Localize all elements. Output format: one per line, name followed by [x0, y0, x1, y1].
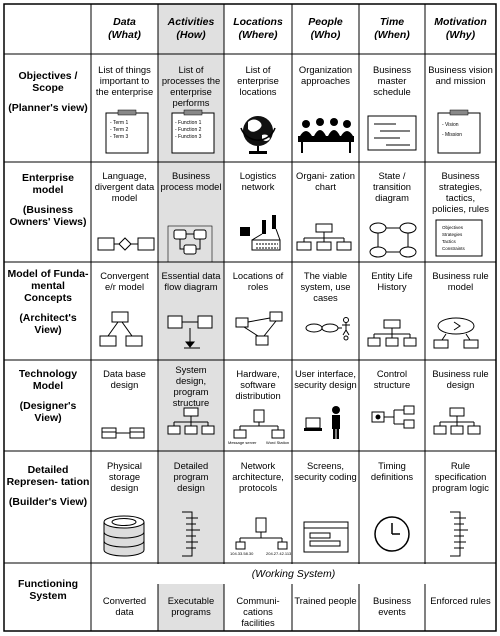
cell-detailed-motivation: Rule specification program logic [432, 460, 489, 493]
cell-detailed-people: Screens, security coding [294, 460, 357, 482]
ip-address-1: 104.33.58.30 [230, 551, 254, 556]
schedule-icon [368, 116, 416, 150]
cell-scope-data: List of things important to the enterprise [95, 64, 154, 97]
cell-technology-motivation: Business rule design [432, 368, 489, 390]
cell-detailed-locations: Network architecture, protocols [232, 460, 284, 493]
locations-of-roles-icon [236, 312, 282, 345]
cell-enterprise-data: Language, divergent data model [94, 170, 155, 203]
rule-logic-icon [450, 512, 468, 556]
cell-concepts-data: Convergent e/r model [100, 270, 149, 292]
strategy-1: Objectives [442, 225, 464, 230]
function-3: - Function 3 [175, 134, 202, 140]
cell-technology-time: Control structure [373, 368, 411, 390]
cell-scope-motivation: Business vision and mission [428, 64, 493, 86]
term-2: - Term 2 [110, 127, 129, 133]
column-header-motivation: Motivation (Why) [434, 16, 487, 41]
cell-technology-activities: System design, program structure [172, 364, 210, 408]
cell-concepts-time: Entity Life History [371, 270, 413, 292]
cell-functioning-locations: Communi- cations facilities [236, 595, 280, 628]
column-header-people: People (Who) [308, 16, 343, 41]
working-system-label: (Working System) [251, 568, 336, 580]
entity-life-history-icon [368, 320, 416, 346]
meeting-people-icon [298, 118, 354, 153]
er-model-icon [100, 312, 142, 346]
database-design-icon [102, 428, 144, 438]
network-architecture-icon [230, 518, 292, 556]
term-3: - Term 3 [110, 134, 129, 140]
cell-functioning-people: Trained people [294, 595, 357, 606]
clock-icon [375, 517, 409, 551]
row-header-technology: Technology Model (Designer's View) [18, 368, 78, 424]
strategy-2: Strategies [442, 232, 463, 237]
security-user-icon [304, 406, 340, 439]
logistics-network-icon [240, 215, 280, 250]
row-header-concepts: Model of Funda- mental Concepts (Architect's View) [7, 268, 89, 336]
function-1: - Function 1 [175, 120, 202, 126]
globe-icon [241, 116, 275, 154]
mission-item: - Mission [442, 132, 463, 138]
cell-technology-locations: Hardware, software distribution [235, 368, 281, 401]
column-header-time: Time (When) [374, 16, 410, 41]
cell-enterprise-people: Organi- zation chart [296, 170, 355, 192]
cell-enterprise-locations: Logistics network [239, 170, 277, 192]
control-structure-icon [372, 406, 414, 428]
cell-scope-people: Organization approaches [298, 64, 353, 86]
term-1: - Term 1 [110, 120, 129, 126]
cell-functioning-motivation: Enforced rules [430, 595, 491, 606]
state-transition-icon [370, 223, 416, 257]
cell-concepts-motivation: Business rule model [432, 270, 489, 292]
vision-item: - Vision [442, 122, 459, 128]
column-header-locations: Locations (Where) [233, 16, 283, 41]
cell-detailed-data: Physical storage design [107, 460, 142, 493]
cell-functioning-data: Converted data [102, 595, 147, 617]
cell-functioning-activities: Executable programs [167, 595, 215, 617]
cell-enterprise-activities: Business process model [160, 170, 222, 192]
vision-list-icon [438, 110, 480, 153]
ip-address-2: 204.27.42.113 [266, 551, 292, 556]
cell-enterprise-time: State / transition diagram [372, 170, 412, 203]
strategy-3: Tactics [442, 239, 456, 244]
cell-concepts-activities: Essential data flow diagram [161, 270, 221, 292]
column-header-activities: Activities (How) [167, 16, 215, 41]
strategy-list-icon [436, 220, 482, 256]
cell-functioning-time: Business events [372, 595, 412, 617]
cell-scope-time: Business master schedule [372, 64, 412, 97]
cell-concepts-people: The viable system, use cases [300, 270, 351, 303]
server-icon [228, 410, 289, 445]
cell-detailed-activities: Detailed program design [173, 460, 209, 493]
cell-technology-data: Data base design [103, 368, 146, 390]
use-case-icon [306, 318, 350, 341]
cell-technology-people: User interface, security design [294, 368, 357, 390]
cell-enterprise-motivation: Business strategies, tactics, policies, rules [432, 170, 489, 214]
rule-model-icon [434, 318, 478, 348]
cell-detailed-time: Timing definitions [370, 460, 414, 482]
column-header-data: Data (What) [108, 16, 141, 41]
term-list-icon [106, 110, 148, 153]
rule-design-icon [434, 408, 480, 434]
cell-scope-locations: List of enterprise locations [237, 64, 279, 97]
cell-scope-activities: List of processes the enterprise performs [161, 64, 221, 108]
row-header-enterprise: Enterprise model (Business Owners' Views) [9, 172, 87, 228]
function-list-icon [172, 110, 214, 153]
org-chart-icon [297, 224, 351, 250]
function-2: - Function 2 [175, 127, 202, 133]
row-header-functioning: Functioning System [17, 578, 79, 602]
strategy-4: Constraints [442, 246, 465, 251]
storage-cylinder-icon [104, 516, 144, 556]
cell-concepts-locations: Locations of roles [232, 270, 284, 292]
row-header-scope: Objectives / Scope (Planner's view) [8, 70, 88, 114]
message-server-label: Message server [228, 440, 257, 445]
data-model-icon [98, 238, 154, 250]
row-header-detailed: Detailed Represen- tation (Builder's View) [6, 464, 90, 508]
screen-layout-icon [304, 522, 348, 552]
word-station-label: Word Station [266, 440, 290, 445]
